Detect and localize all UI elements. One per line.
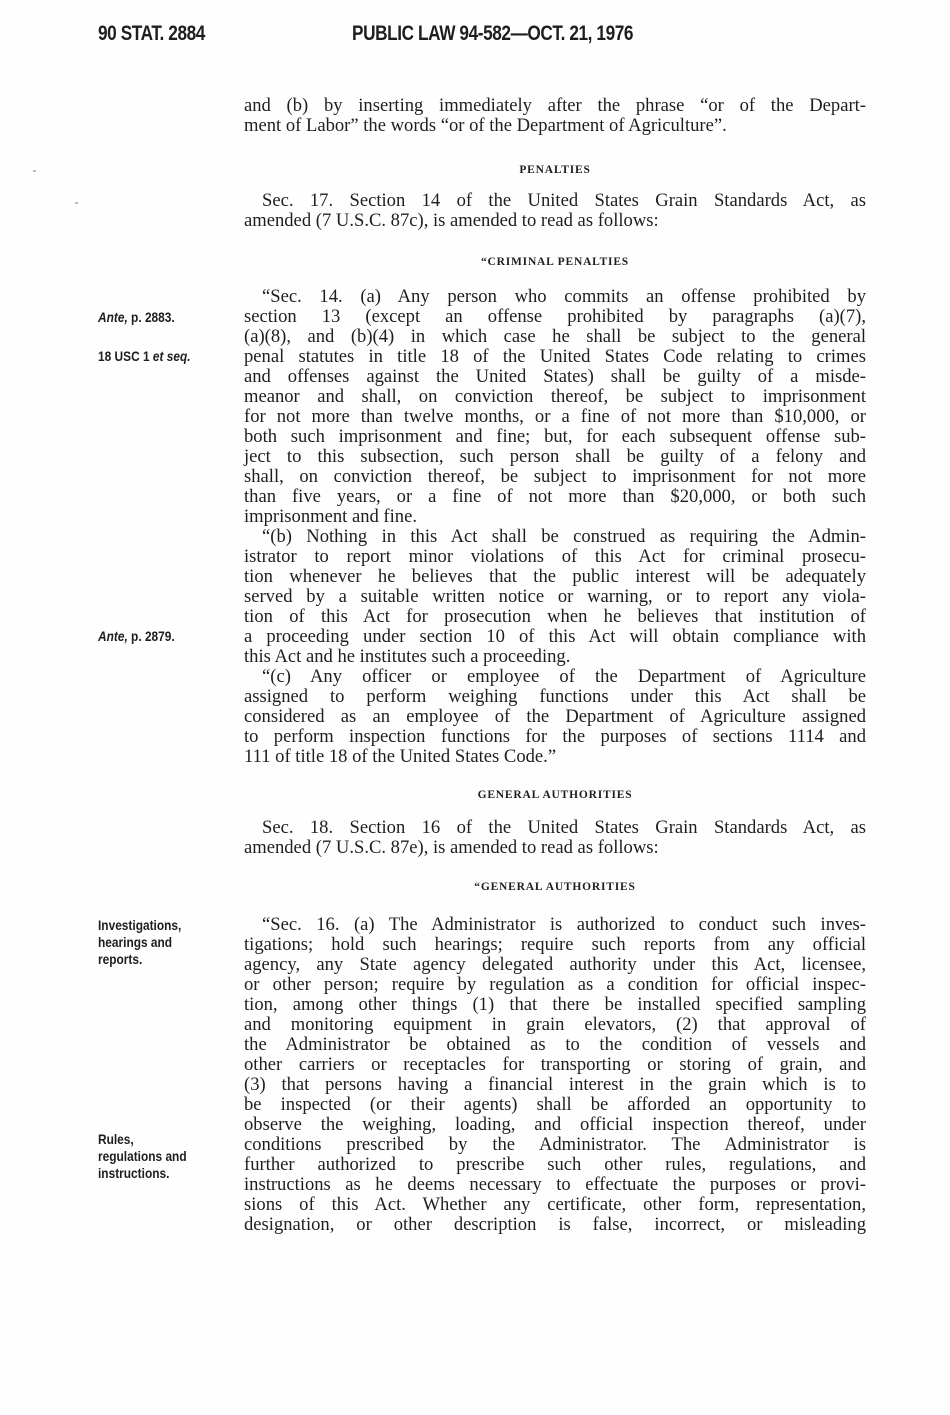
- text-line: assigned to perform weighing functions under this Act shall be: [244, 686, 866, 707]
- heading-general-authorities: GENERAL AUTHORITIES: [477, 789, 633, 801]
- text-line: Sec. 17. Section 14 of the United States Grain Standards Act, as: [262, 190, 866, 211]
- margin-note-italic: Ante,: [98, 628, 128, 644]
- text-line: conditions prescribed by the Administrator. The Administrator is: [244, 1134, 866, 1155]
- margin-note-ante-2879: [98, 628, 209, 645]
- sec17-paragraph: [244, 191, 866, 231]
- text-line: Sec. 18. Section 16 of the United States Grain Standards Act, as: [262, 817, 866, 838]
- text-line: considered as an employee of the Department of Agriculture assigned: [244, 706, 866, 727]
- margin-note-line: reports.: [98, 951, 143, 967]
- running-head: [98, 22, 878, 52]
- text-line: tion, among other things (1) that there be installed specified sampling: [244, 994, 866, 1015]
- text-line: for not more than twelve months, or a fine of not more than $10,000, or: [244, 406, 866, 427]
- text-line: istrator to report minor violations of this Act for criminal prosecu-: [244, 546, 866, 567]
- heading-penalties: PENALTIES: [519, 164, 591, 176]
- intro-paragraph: [244, 96, 866, 136]
- text-line: a proceeding under section 10 of this Act will obtain compliance with: [244, 626, 866, 647]
- text-line: and monitoring equipment in grain elevators, (2) that approval of: [244, 1014, 866, 1035]
- scan-speck: [75, 202, 78, 204]
- sec18-paragraph: [244, 818, 866, 858]
- text-line: be inspected (or their agents) shall be afforded an opportunity to: [244, 1094, 866, 1115]
- margin-note-ante-2883: [98, 309, 209, 326]
- text-line: imprisonment and fine.: [244, 506, 417, 527]
- margin-note-line: hearings and: [98, 934, 173, 950]
- text-line: and offenses against the United States) shall be guilty of a misde-: [244, 366, 866, 387]
- margin-note-line: instructions.: [98, 1165, 170, 1181]
- text-line: amended (7 U.S.C. 87e), is amended to read as follows:: [244, 837, 659, 858]
- text-line: shall, on conviction thereof, be subject to imprisonment for not more: [244, 466, 866, 487]
- scan-speck: [33, 170, 36, 172]
- text-line: tigations; hold such hearings; require such reports from any official: [244, 934, 866, 955]
- heading-general-authorities-quoted: “GENERAL AUTHORITIES: [474, 881, 636, 893]
- text-line: ject to this subsection, such person shall be guilty of a felony and: [244, 446, 866, 467]
- text-line: agency, any State agency delegated authority under this Act, licensee,: [244, 954, 866, 975]
- sec14a-paragraph: [244, 287, 866, 527]
- text-line: “(b) Nothing in this Act shall be construed as requiring the Admin-: [262, 526, 866, 547]
- text-line: and (b) by inserting immediately after the phrase “or of the Depart-: [244, 95, 866, 116]
- text-line: “Sec. 16. (a) The Administrator is authorized to conduct such inves-: [262, 914, 866, 935]
- text-line: than five years, or a fine of not more than $20,000, or both such: [244, 486, 866, 507]
- text-line: further authorized to prescribe such other rules, regulations, and: [244, 1154, 866, 1175]
- text-line: both such imprisonment and fine; but, for each subsequent offense sub-: [244, 426, 866, 447]
- text-line: to perform inspection functions for the purposes of sections 1114 and: [244, 726, 866, 747]
- sec16-paragraph: [244, 915, 866, 1235]
- text-line: instructions as he deems necessary to effectuate the purposes or provi-: [244, 1174, 866, 1195]
- text-line: sions of this Act. Whether any certificate, other form, representation,: [244, 1194, 866, 1215]
- sec14b-paragraph: [244, 527, 866, 667]
- margin-note-rules: [98, 1131, 209, 1182]
- heading-criminal-penalties: “CRIMINAL PENALTIES: [480, 256, 630, 268]
- margin-note-line: Rules,: [98, 1131, 134, 1147]
- text-line: section 13 (except an offense prohibited by paragraphs (a)(7),: [244, 306, 866, 327]
- text-line: (a)(8), and (b)(4) in which case he shall be subject to the general: [244, 326, 866, 347]
- text-line: tion of this Act for prosecution when he believes that institution of: [244, 606, 866, 627]
- margin-note-investigations: [98, 917, 209, 968]
- text-line: designation, or other description is false, incorrect, or misleading: [244, 1214, 866, 1235]
- text-line: or other person; require by regulation as a condition for official inspec-: [244, 974, 866, 995]
- text-line: served by a suitable written notice or warning, or to report any viola-: [244, 586, 866, 607]
- margin-note-text: 18 USC 1: [98, 348, 153, 364]
- text-line: this Act and he institutes such a proceeding.: [244, 646, 571, 667]
- text-line: other carriers or receptacles for transporting or storing of grain, and: [244, 1054, 866, 1075]
- margin-note-18usc: [98, 348, 209, 365]
- text-line: “(c) Any officer or employee of the Department of Agriculture: [262, 666, 866, 687]
- margin-note-line: Investigations,: [98, 917, 182, 933]
- text-line: tion whenever he believes that the public interest will be adequately: [244, 566, 866, 587]
- law-title: PUBLIC LAW 94-582—OCT. 21, 1976: [352, 22, 634, 45]
- text-line: the Administrator be obtained as to the condition of vessels and: [244, 1034, 866, 1055]
- margin-note-text: p. 2883.: [127, 309, 175, 325]
- sec14c-paragraph: [244, 667, 866, 767]
- text-line: meanor and shall, on conviction thereof, be subject to imprisonment: [244, 386, 866, 407]
- text-line: 111 of title 18 of the United States Code.”: [244, 746, 557, 767]
- margin-note-line: regulations and: [98, 1148, 187, 1164]
- text-line: penal statutes in title 18 of the United States Code relating to crimes: [244, 346, 866, 367]
- text-line: (3) that persons having a financial interest in the grain which is to: [244, 1074, 866, 1095]
- stat-page-number: 90 STAT. 2884: [98, 22, 205, 45]
- text-line: ment of Labor” the words “or of the Department of Agriculture”.: [244, 115, 727, 136]
- text-line: amended (7 U.S.C. 87c), is amended to read as follows:: [244, 210, 659, 231]
- margin-note-italic: Ante,: [98, 309, 128, 325]
- text-line: observe the weighing, loading, and official inspection thereof, under: [244, 1114, 866, 1135]
- margin-note-italic: et seq.: [152, 348, 191, 364]
- text-line: “Sec. 14. (a) Any person who commits an offense prohibited by: [262, 286, 866, 307]
- margin-note-text: p. 2879.: [127, 628, 175, 644]
